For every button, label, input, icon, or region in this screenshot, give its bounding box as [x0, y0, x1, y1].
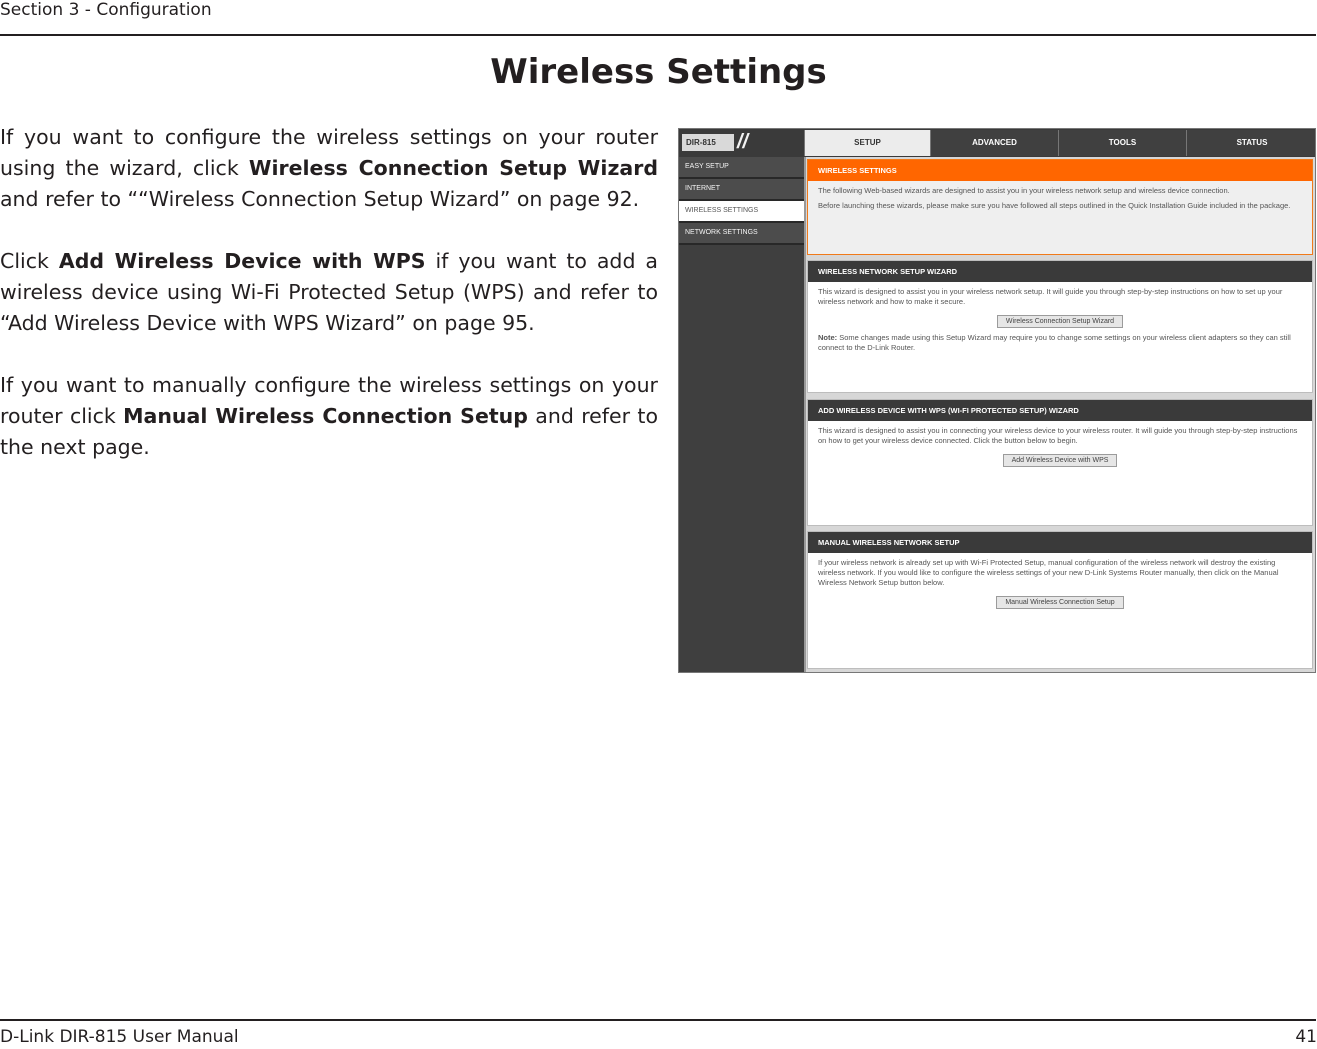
panel-setup-wizard: [807, 260, 1313, 393]
p1-text-post: and refer to ““Wireless Connection Setup Wizard” on page 92.: [0, 187, 640, 211]
p3-text-post: and refer to the next page.: [0, 404, 658, 459]
wireless-connection-setup-wizard-button[interactable]: Wireless Connection Setup Wizard: [997, 315, 1123, 328]
p3-bold: Manual Wireless Connection Setup: [123, 404, 528, 428]
footer-manual-title: D-Link DIR-815 User Manual: [0, 1027, 239, 1047]
page-number: 41: [1295, 1027, 1317, 1047]
panel-title: WIRELESS NETWORK SETUP WIZARD: [808, 261, 1312, 282]
manual-wireless-connection-setup-button[interactable]: Manual Wireless Connection Setup: [996, 596, 1123, 609]
panel-text: Before launching these wizards, please make sure you have followed all steps outlined in the Quick Installation Guide included in the package.: [818, 201, 1291, 210]
note-label: Note:: [818, 333, 838, 342]
panel-wps-wizard: [807, 399, 1313, 526]
sidebar-item-network-settings[interactable]: NETWORK SETTINGS: [679, 223, 804, 245]
panel-note: [808, 328, 1312, 353]
p1-bold: Wireless Connection Setup Wizard: [248, 156, 658, 180]
header-rule: [0, 34, 1316, 36]
panel-text: This wizard is designed to assist you in your wireless network setup. It will guide you through step-by-step instructions on how to set up your wireless network and how to make it secure.: [818, 287, 1283, 306]
paragraph-wps: [0, 246, 658, 339]
sidebar-item-internet[interactable]: INTERNET: [679, 179, 804, 201]
sidebar-item-easy-setup[interactable]: EASY SETUP: [679, 157, 804, 179]
router-screenshot: [678, 128, 1316, 673]
sidebar-item-wireless-settings[interactable]: WIRELESS SETTINGS: [679, 201, 804, 223]
paragraph-manual: [0, 370, 658, 463]
router-top-bar: [679, 129, 1315, 157]
tab-status[interactable]: STATUS: [1186, 130, 1316, 156]
p3-text-pre: If you want to manually configure the wireless settings on your router click: [0, 373, 658, 428]
model-label: DIR-815: [682, 134, 734, 151]
body-text: [0, 122, 658, 494]
page-title: Wireless Settings: [490, 52, 827, 92]
paragraph-wizard: [0, 122, 658, 215]
footer-rule: [0, 1019, 1316, 1021]
panel-title: MANUAL WIRELESS NETWORK SETUP: [808, 532, 1312, 553]
note-text: Some changes made using this Setup Wizard may require you to change some settings on your wireless client adapters so they can still connect to the D-Link Router.: [818, 333, 1291, 352]
panel-text: If your wireless network is already set up with Wi-Fi Protected Setup, manual configuration of the wireless network will destroy the existing wireless network. If you would like to configure the wireless settings of your new D-Link Systems Router manually, then click on the Manual Wireless Network Setup button below.: [818, 558, 1279, 587]
panel-text: The following Web-based wizards are designed to assist you in your wireless network setup and wireless device connection.: [818, 186, 1230, 195]
router-sidebar: [679, 157, 806, 673]
add-wireless-device-wps-button[interactable]: Add Wireless Device with WPS: [1003, 454, 1118, 467]
panel-text: This wizard is designed to assist you in connecting your wireless device to your wireless router. It will guide you through step-by-step instructions on how to get your wireless device connected. Click the button below to begin.: [818, 426, 1298, 445]
panel-title: ADD WIRELESS DEVICE WITH WPS (WI-FI PROTECTED SETUP) WIZARD: [808, 400, 1312, 421]
panel-title: WIRELESS SETTINGS: [808, 160, 1312, 181]
tab-tools[interactable]: TOOLS: [1058, 130, 1186, 156]
p1-text-pre: If you want to configure the wireless settings on your router using the wizard, click: [0, 125, 658, 180]
tab-advanced[interactable]: ADVANCED: [930, 130, 1058, 156]
slashes-logo: //: [737, 131, 749, 153]
p2-text-pre: Click: [0, 249, 59, 273]
p2-text-post: if you want to add a wireless device using Wi-Fi Protected Setup (WPS) and refer to “Add Wireless Device with WPS Wizard” on page 95.: [0, 249, 658, 335]
panel-wireless-settings: [807, 159, 1313, 255]
p2-bold: Add Wireless Device with WPS: [58, 249, 426, 273]
panel-manual-setup: [807, 531, 1313, 669]
tab-setup[interactable]: SETUP: [804, 130, 930, 156]
section-header: Section 3 - Configuration: [0, 0, 212, 20]
